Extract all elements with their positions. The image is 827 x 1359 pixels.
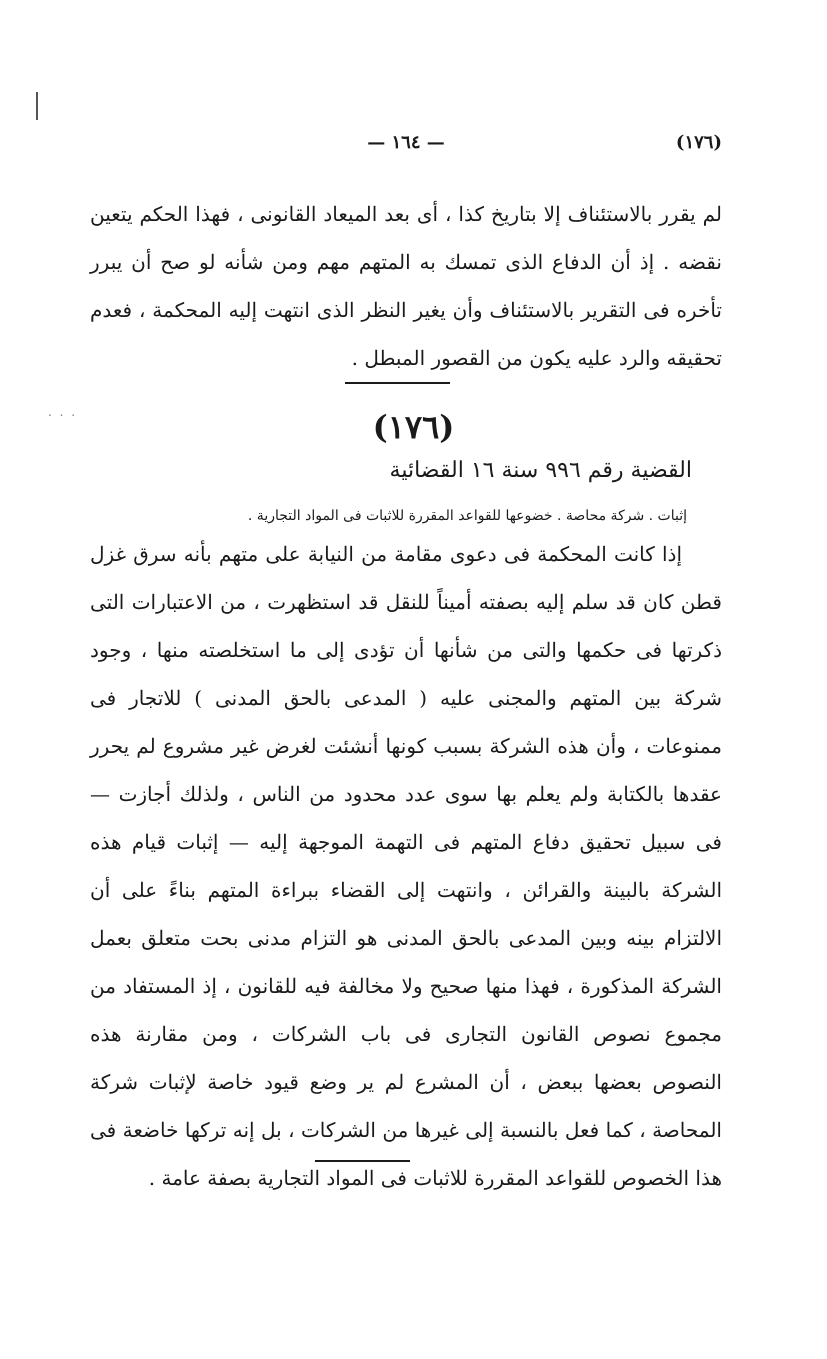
ruling-reference: القضية رقم ٩٩٦ سنة ١٦ القضائية: [389, 458, 692, 483]
page-number: — ١٦٤ —: [367, 132, 445, 153]
header-case-number: (١٧٦): [675, 132, 722, 153]
headnote: إثبات . شركة محاصة . خضوعها للقواعد المقررة للاثبات فى المواد التجارية .: [247, 508, 687, 524]
margin-mark: [36, 92, 38, 120]
end-divider: [315, 1160, 410, 1162]
margin-dots: . . .: [48, 405, 78, 419]
case-body-text: إذا كانت المحكمة فى دعوى مقامة من النيابة على متهم بأنه سرق غزل قطن كان قد سلم إليه بصفته أميناً للنقل قد استظهرت ، من الاعتبارات التى ذكرتها فى حكمها والتى من شأنها أن تؤدى إلى ما استخلصته منها ، وجود شركة بين المتهم والمجنى عليه ( المدعى بالحق المدنى ) للاتجار فى ممنوعات ، وأن هذه الشركة بسبب كونها أنشئت لغرض غير مشروع لم يحرر عقدها بالكتابة ولم يعلم بها سوى عدد محدود من الناس ، ولذلك أجازت — فى سبيل تحقيق دفاع المتهم فى التهمة الموجهة إليه — إثبات قيام هذه الشركة بالبينة والقرائن ، وانتهت إلى القضاء ببراءة المتهم بناءً على أن الالتزام بينه وبين المدعى بالحق المدنى هو التزام مدنى بحت متعلق بعمل الشركة المذكورة ، فهذا منها صحيح ولا مخالفة فيه للقانون ، إذ المستفاد من مجموع نصوص القانون التجارى فى باب الشركات ، ومن مقارنة هذه النصوص بعضها ببعض ، أن المشرع لم ير وضع قيود خاصة لإثبات شركة المحاصة ، كما فعل بالنسبة إلى غيرها من الشركات ، بل إنه تركها خاضعة فى هذا الخصوص للقواعد المقررة للاثبات فى المواد التجارية بصفة عامة .: [90, 542, 723, 1190]
section-divider: [345, 382, 450, 384]
page-header: [90, 132, 722, 162]
case-title: (١٧٦): [372, 408, 455, 446]
previous-case-text: لم يقرر بالاستئناف إلا بتاريخ كذا ، أى بعد الميعاد القانونى ، فهذا الحكم يتعين نقضه . إذ أن الدفاع الذى تمسك به المتهم مهم ومن شأنه لو صح أن يبرر تأخره فى التقرير بالاستئناف وأن يغير النظر الذى انتهت إليه المحكمة ، فعدم تحقيقه والرد عليه يكون من القصور المبطل .: [90, 202, 722, 370]
